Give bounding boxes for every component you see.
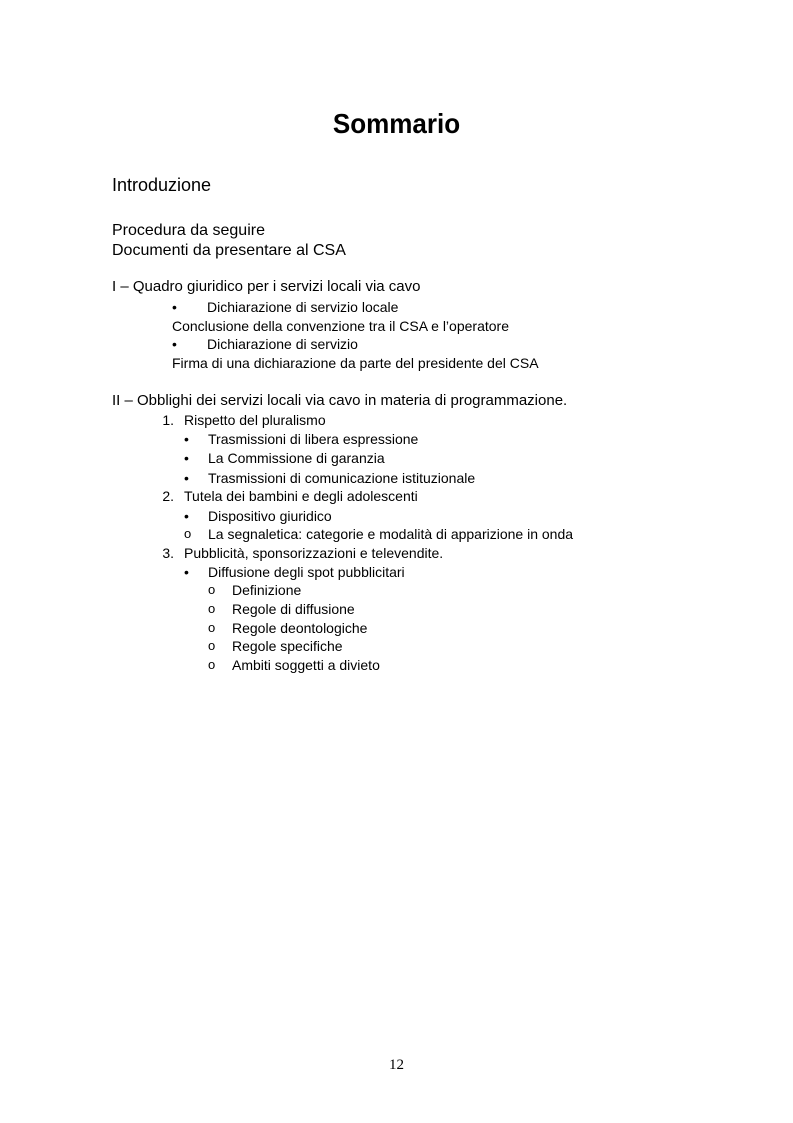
list-item: Regole di diffusione <box>232 601 355 617</box>
list-item: Ambiti soggetti a divieto <box>232 657 380 673</box>
circle-bullet-icon: o <box>208 582 216 597</box>
item1-label: Rispetto del pluralismo <box>184 412 326 428</box>
section1-bullet2: Dichiarazione di servizio <box>207 336 358 352</box>
list-number: 3. <box>162 545 174 561</box>
item3-label: Pubblicità, sponsorizzazioni e televendite. <box>184 545 444 561</box>
section2-heading: II – Obblighi dei servizi locali via cavo in materia di programmazione. <box>112 392 568 409</box>
bullet-icon: • <box>184 470 189 486</box>
list-item: Diffusione degli spot pubblicitari <box>208 564 405 580</box>
item2-label: Tutela dei bambini e degli adolescenti <box>184 488 418 504</box>
list-item: Trasmissioni di comunicazione istituzionale <box>208 470 476 486</box>
list-number: 2. <box>162 488 174 504</box>
section1-bullet1: Dichiarazione di servizio locale <box>207 299 399 315</box>
list-item: Regole specifiche <box>232 638 343 654</box>
list-item: Dispositivo giuridico <box>208 508 332 524</box>
list-item: Definizione <box>232 582 302 598</box>
bullet-icon: • <box>184 508 189 524</box>
list-item: Regole deontologiche <box>232 620 368 636</box>
circle-bullet-icon: o <box>208 601 216 616</box>
circle-bullet-icon: o <box>208 657 216 672</box>
bullet-icon: • <box>184 431 189 447</box>
circle-bullet-icon: o <box>184 526 192 541</box>
section1-line1: Conclusione della convenzione tra il CSA e l’operatore <box>172 318 509 334</box>
circle-bullet-icon: o <box>208 638 216 653</box>
procedura-line: Procedura da seguire <box>112 222 265 239</box>
list-item: La Commissione di garanzia <box>208 450 385 466</box>
bullet-icon: • <box>184 564 189 580</box>
page-title: Sommario <box>332 108 461 139</box>
bullet-icon: • <box>172 336 177 352</box>
section1-line2: Firma di una dichiarazione da parte del presidente del CSA <box>172 355 539 371</box>
list-item: Trasmissioni di libera espressione <box>208 431 419 447</box>
bullet-icon: • <box>172 299 177 315</box>
circle-bullet-icon: o <box>208 620 216 635</box>
documenti-line: Documenti da presentare al CSA <box>112 242 346 259</box>
list-item: La segnaletica: categorie e modalità di apparizione in onda <box>208 526 574 542</box>
intro-heading: Introduzione <box>112 175 212 195</box>
list-number: 1. <box>162 412 174 428</box>
page-number: 12 <box>389 1057 404 1073</box>
bullet-icon: • <box>184 450 189 466</box>
section1-heading: I – Quadro giuridico per i servizi locali via cavo <box>112 278 421 295</box>
